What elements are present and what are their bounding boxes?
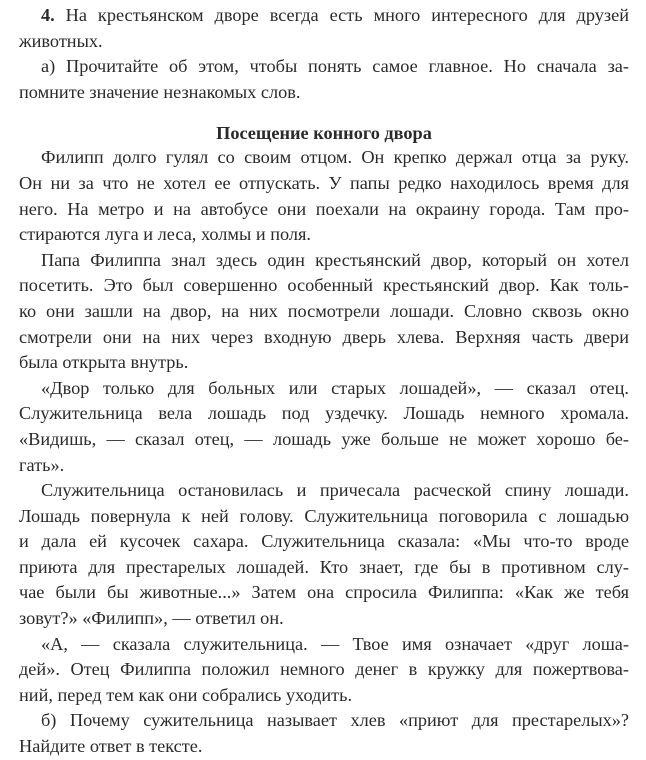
paragraph (19, 478, 629, 632)
text-line: Служительница вела лошадь под уздечку. Лошадь немного хромала. (19, 403, 629, 424)
text-line-content: На крестьянском дворе всегда есть много интересного для друзей (65, 5, 629, 25)
text-line: стираются луга и леса, холмы и поля. (19, 224, 311, 245)
paragraph (19, 248, 629, 376)
text-line: гать». (19, 454, 65, 475)
text-line: приюта для престарелых лошадей. Кто знает, где бы в противном слу- (19, 556, 629, 577)
text-line: Служительница остановилась и причесала расческой спину лошади. (41, 480, 629, 501)
text-line: посетить. Это был совершенно особенный крестьянский двор. Как толь- (19, 275, 629, 296)
text-line: чае были бы животные...» Затем она спросила Филиппа: «Как же тебя (19, 582, 629, 603)
text-line: и дала ей кусочек сахара. Служительница сказала: «Мы что-то вроде (19, 531, 629, 552)
text-line: была открыта внутрь. (19, 352, 189, 373)
story-title: Посещение конного двора (216, 123, 432, 144)
text-line: него. На метро и на автобусе они поехали на окраину города. Там про- (19, 198, 629, 219)
paragraph (19, 145, 629, 247)
text-line: б) Почему сужительница называет хлев «приют для престарелых»? (41, 710, 629, 731)
paragraph (19, 54, 629, 105)
text-line (19, 3, 629, 29)
text-line: Филипп долго гулял со своим отцом. Он крепко держал отца за руку. (41, 147, 629, 168)
text-line: «Видишь, — сказал отец, — лошадь уже больше не может хорошо бе- (19, 428, 629, 449)
text-line: ко они зашли на двор, на них посмотрели лошади. Словно сквозь окно (19, 300, 629, 321)
paragraph (19, 632, 629, 709)
text-line: «Двор только для больных или старых лошадей», — сказал отец. (41, 377, 629, 398)
story-body (19, 145, 629, 759)
text-line: Он ни за что не хотел ее отпускать. У папы редко находилось время для (19, 172, 629, 193)
text-line: Лошадь повернула к ней голову. Служительница поговорила с лошадью (19, 505, 629, 526)
paragraph (19, 376, 629, 478)
text-line: «А, — сказала служительница. — Твое имя означает «друг лоша- (41, 633, 629, 654)
text-line: ний, перед тем как они собрались уходить. (19, 684, 353, 705)
paragraph (19, 3, 629, 54)
text-line: дей». Отец Филиппа положил немного денег в кружку для пожертвова- (19, 659, 629, 680)
task-number: 4. (41, 5, 55, 25)
textbook-page (19, 3, 629, 760)
text-line: Найдите ответ в тексте. (19, 736, 203, 757)
text-line: зовут?» «Филипп», — ответил он. (19, 608, 284, 629)
text-line: а) Прочитайте об этом, чтобы понять самое главное. Но сначала за- (41, 56, 629, 77)
task-intro (19, 3, 629, 105)
paragraph (19, 708, 629, 759)
text-line: помните значение незнакомых слов. (19, 81, 301, 102)
text-line: животных. (19, 30, 103, 51)
text-line: смотрели они на них через входную дверь хлева. Верхняя часть двери (19, 326, 629, 347)
text-line: Папа Филиппа знал здесь один крестьянский двор, который он хотел (41, 249, 629, 270)
